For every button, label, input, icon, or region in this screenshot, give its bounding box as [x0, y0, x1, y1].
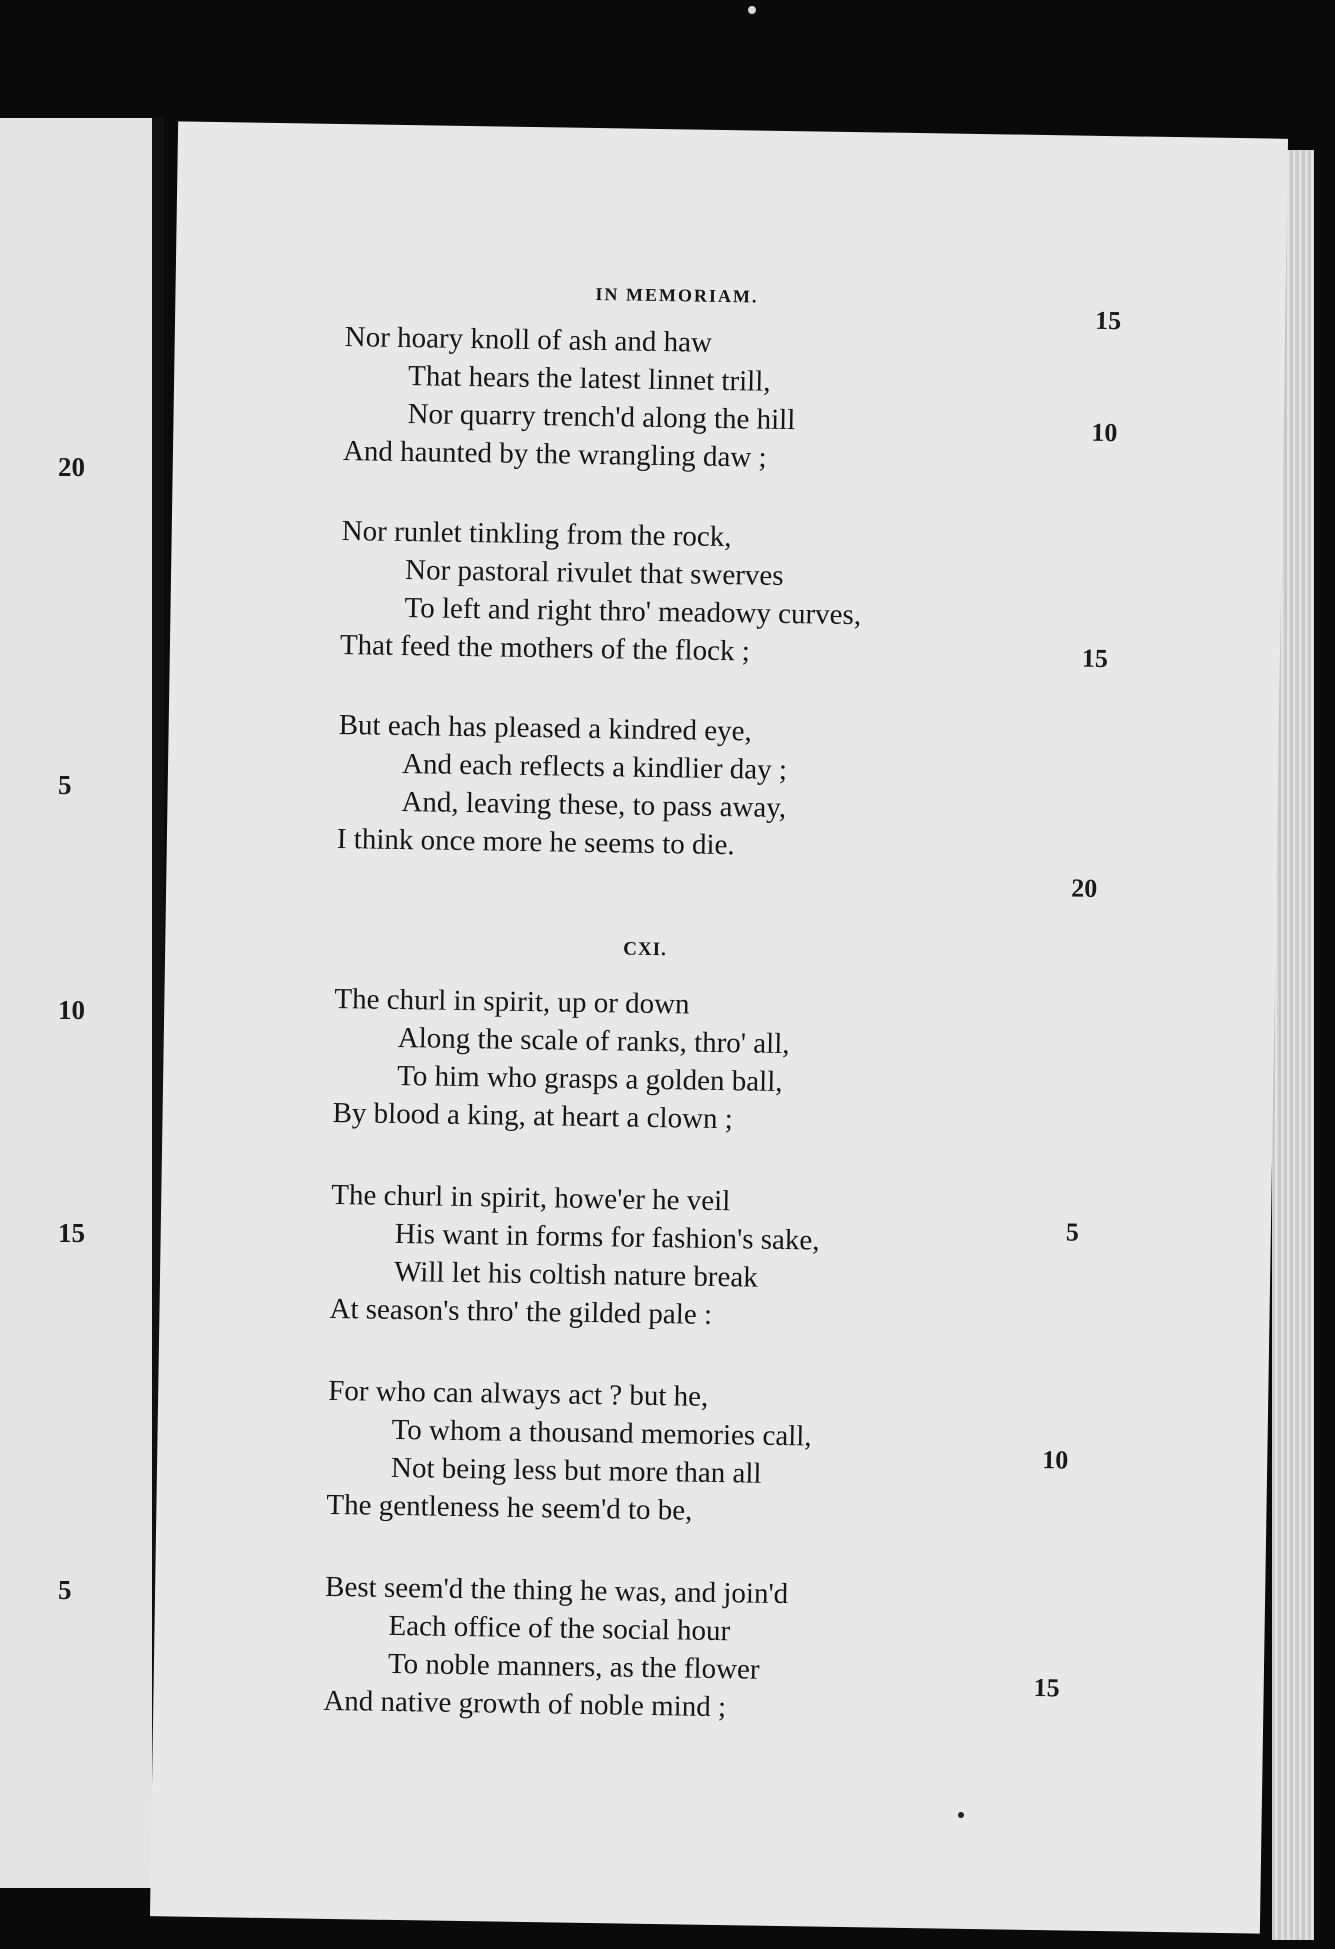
right-line-number: 10	[1042, 1445, 1069, 1475]
left-line-number: 5	[58, 770, 72, 800]
verse-line: Not being less but more than all	[390, 1451, 762, 1490]
verse-line: Nor runlet tinkling from the rock,	[341, 515, 732, 554]
book-page	[150, 121, 1288, 1933]
dust-speck	[748, 6, 756, 14]
verse-line: And, leaving these, to pass away,	[401, 785, 787, 825]
running-head: IN MEMORIAM.	[595, 283, 759, 307]
verse-line: The gentleness he seem'd to be,	[326, 1488, 693, 1527]
verse-line: That feed the mothers of the flock ;	[339, 629, 751, 668]
right-line-number: 15	[1094, 305, 1122, 336]
right-line-number: 15	[1081, 643, 1109, 674]
left-line-number: 20	[58, 452, 85, 482]
section-title: CXI.	[623, 938, 667, 961]
verse-line: For who can always act ? but he,	[327, 1374, 709, 1413]
stanza	[326, 1372, 812, 1532]
stanza	[340, 512, 863, 672]
verse-line: Nor quarry trench'd along the hill	[407, 398, 796, 437]
right-line-number: 10	[1091, 417, 1118, 448]
verse-line: And each reflects a kindlier day ;	[401, 747, 788, 787]
stanza	[337, 706, 788, 865]
verse-line: And native growth of noble mind ;	[323, 1684, 727, 1724]
verse-line: Along the scale of ranks, thro' all,	[397, 1021, 790, 1061]
stanza	[329, 1176, 820, 1336]
verse-line: His want in forms for fashion's sake,	[394, 1217, 820, 1257]
dust-speck	[958, 1812, 964, 1818]
verse-line: The churl in spirit, up or down	[334, 982, 690, 1021]
right-line-number: 15	[1033, 1673, 1060, 1703]
verse-line: Nor pastoral rivulet that swerves	[404, 554, 784, 592]
verse-line: And haunted by the wrangling daw ;	[342, 435, 767, 474]
left-line-number: 15	[58, 1218, 85, 1248]
stanza	[343, 318, 797, 477]
verse-line: But each has pleased a kindred eye,	[338, 708, 752, 748]
verse-line: At season's thro' the gilded pale :	[329, 1292, 713, 1331]
verse-line: Will let his coltish nature break	[393, 1255, 758, 1294]
left-line-number: 5	[58, 1575, 72, 1605]
stanza	[323, 1568, 788, 1727]
verse-line: Each office of the social hour	[388, 1609, 731, 1648]
verse-line: That hears the latest linnet trill,	[407, 360, 771, 398]
verse-line: To left and right thro' meadowy curves,	[404, 592, 862, 632]
verse-line: To whom a thousand memories call,	[391, 1413, 812, 1453]
right-line-number: 5	[1065, 1217, 1080, 1247]
verse-line: The churl in spirit, howe'er he veil	[331, 1178, 731, 1218]
stanza	[332, 980, 790, 1139]
verse-line: To noble manners, as the flower	[387, 1647, 760, 1686]
verse-line: I think once more he seems to die.	[336, 822, 735, 862]
right-line-number: 20	[1071, 873, 1098, 903]
verse-line: Best seem'd the thing he was, and join'd	[324, 1570, 789, 1611]
verse-line: Nor hoary knoll of ash and haw	[344, 321, 713, 359]
verse-line: By blood a king, at heart a clown ;	[332, 1096, 734, 1136]
left-line-number: 10	[58, 995, 85, 1025]
verse-line: To him who grasps a golden ball,	[396, 1059, 783, 1099]
